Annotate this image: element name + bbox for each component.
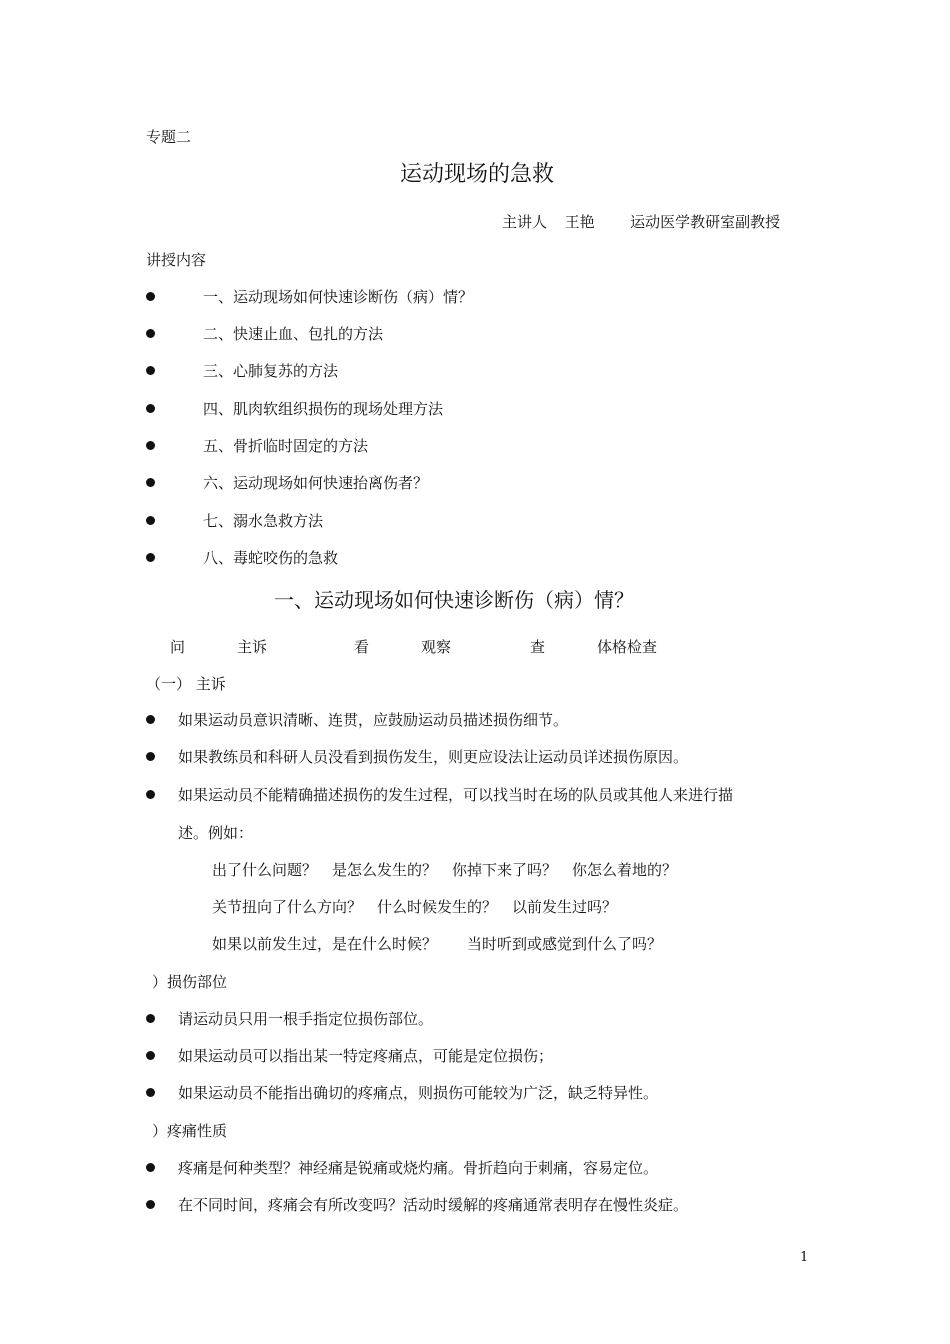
lecturer-label: 主讲人 <box>502 213 548 231</box>
example-question: 出了什么问题？ 是怎么发生的？ 你掉下来了吗？ 你怎么着地的？ <box>212 861 678 879</box>
bullet-icon <box>146 404 155 413</box>
section-title: 一、运动现场如何快速诊断伤（病）情？ <box>274 588 634 612</box>
method-key: 看 <box>354 638 370 656</box>
list-item-continuation: 述。例如： <box>178 824 254 842</box>
bullet-icon <box>146 1163 155 1172</box>
list-item: 如果运动员不能指出确切的疼痛点，则损伤可能较为广泛，缺乏特异性。 <box>178 1084 659 1102</box>
subsection-heading: ）损伤部位 <box>152 973 228 991</box>
list-item: 六、运动现场如何快速抬离伤者？ <box>203 474 429 492</box>
method-value: 主诉 <box>237 638 268 656</box>
lecturer-position: 运动医学教研室副教授 <box>630 213 781 231</box>
list-item: 请运动员只用一根手指定位损伤部位。 <box>178 1010 434 1028</box>
page-number: 1 <box>800 1250 809 1265</box>
list-item: 如果运动员不能精确描述损伤的发生过程，可以找当时在场的队员或其他人来进行描 <box>178 786 734 804</box>
list-item: 疼痛是何种类型？神经痛是锐痛或烧灼痛。骨折趋向于刺痛，容易定位。 <box>178 1159 659 1177</box>
list-item: 七、溺水急救方法 <box>203 512 324 530</box>
document-title: 运动现场的急救 <box>400 162 555 187</box>
bullet-icon <box>146 1014 155 1023</box>
method-key: 问 <box>170 638 186 656</box>
bullet-icon <box>146 715 155 724</box>
list-item: 二、快速止血、包扎的方法 <box>203 325 384 343</box>
bullet-icon <box>146 516 155 525</box>
list-item: 一、运动现场如何快速诊断伤（病）情？ <box>203 288 474 306</box>
bullet-icon <box>146 553 155 562</box>
bullet-icon <box>146 752 155 761</box>
bullet-icon <box>146 790 155 799</box>
list-item: 如果教练员和科研人员没看到损伤发生，则更应设法让运动员详述损伤原因。 <box>178 748 689 766</box>
method-value: 体格检查 <box>597 638 658 656</box>
list-item: 四、肌肉软组织损伤的现场处理方法 <box>203 400 444 418</box>
list-item: 在不同时间，疼痛会有所改变吗？活动时缓解的疼痛通常表明存在慢性炎症。 <box>178 1196 689 1214</box>
bullet-icon <box>146 1088 155 1097</box>
bullet-icon <box>146 329 155 338</box>
bullet-icon <box>146 441 155 450</box>
contents-heading: 讲授内容 <box>146 251 207 269</box>
bullet-icon <box>146 292 155 301</box>
lecturer-line <box>502 211 780 232</box>
subsection-heading: （一） 主诉 <box>146 675 226 693</box>
list-item: 八、毒蛇咬伤的急救 <box>203 549 339 567</box>
bullet-icon <box>146 1200 155 1209</box>
list-item: 如果运动员意识清晰、连贯，应鼓励运动员描述损伤细节。 <box>178 711 569 729</box>
list-item: 五、骨折临时固定的方法 <box>203 437 369 455</box>
list-item: 三、心肺复苏的方法 <box>203 362 339 380</box>
example-question: 关节扭向了什么方向？ 什么时候发生的？ 以前发生过吗？ <box>212 898 618 916</box>
bullet-icon <box>146 366 155 375</box>
example-question: 如果以前发生过，是在什么时候？ 当时听到或感觉到什么了吗？ <box>212 935 663 953</box>
lecturer-name: 王艳 <box>564 213 595 231</box>
method-key: 查 <box>530 638 546 656</box>
bullet-icon <box>146 478 155 487</box>
topic-label: 专题二 <box>146 128 192 146</box>
method-value: 观察 <box>421 638 452 656</box>
bullet-icon <box>146 1051 155 1060</box>
list-item: 如果运动员可以指出某一特定疼痛点，可能是定位损伤； <box>178 1047 554 1065</box>
subsection-heading: ）疼痛性质 <box>152 1122 228 1140</box>
